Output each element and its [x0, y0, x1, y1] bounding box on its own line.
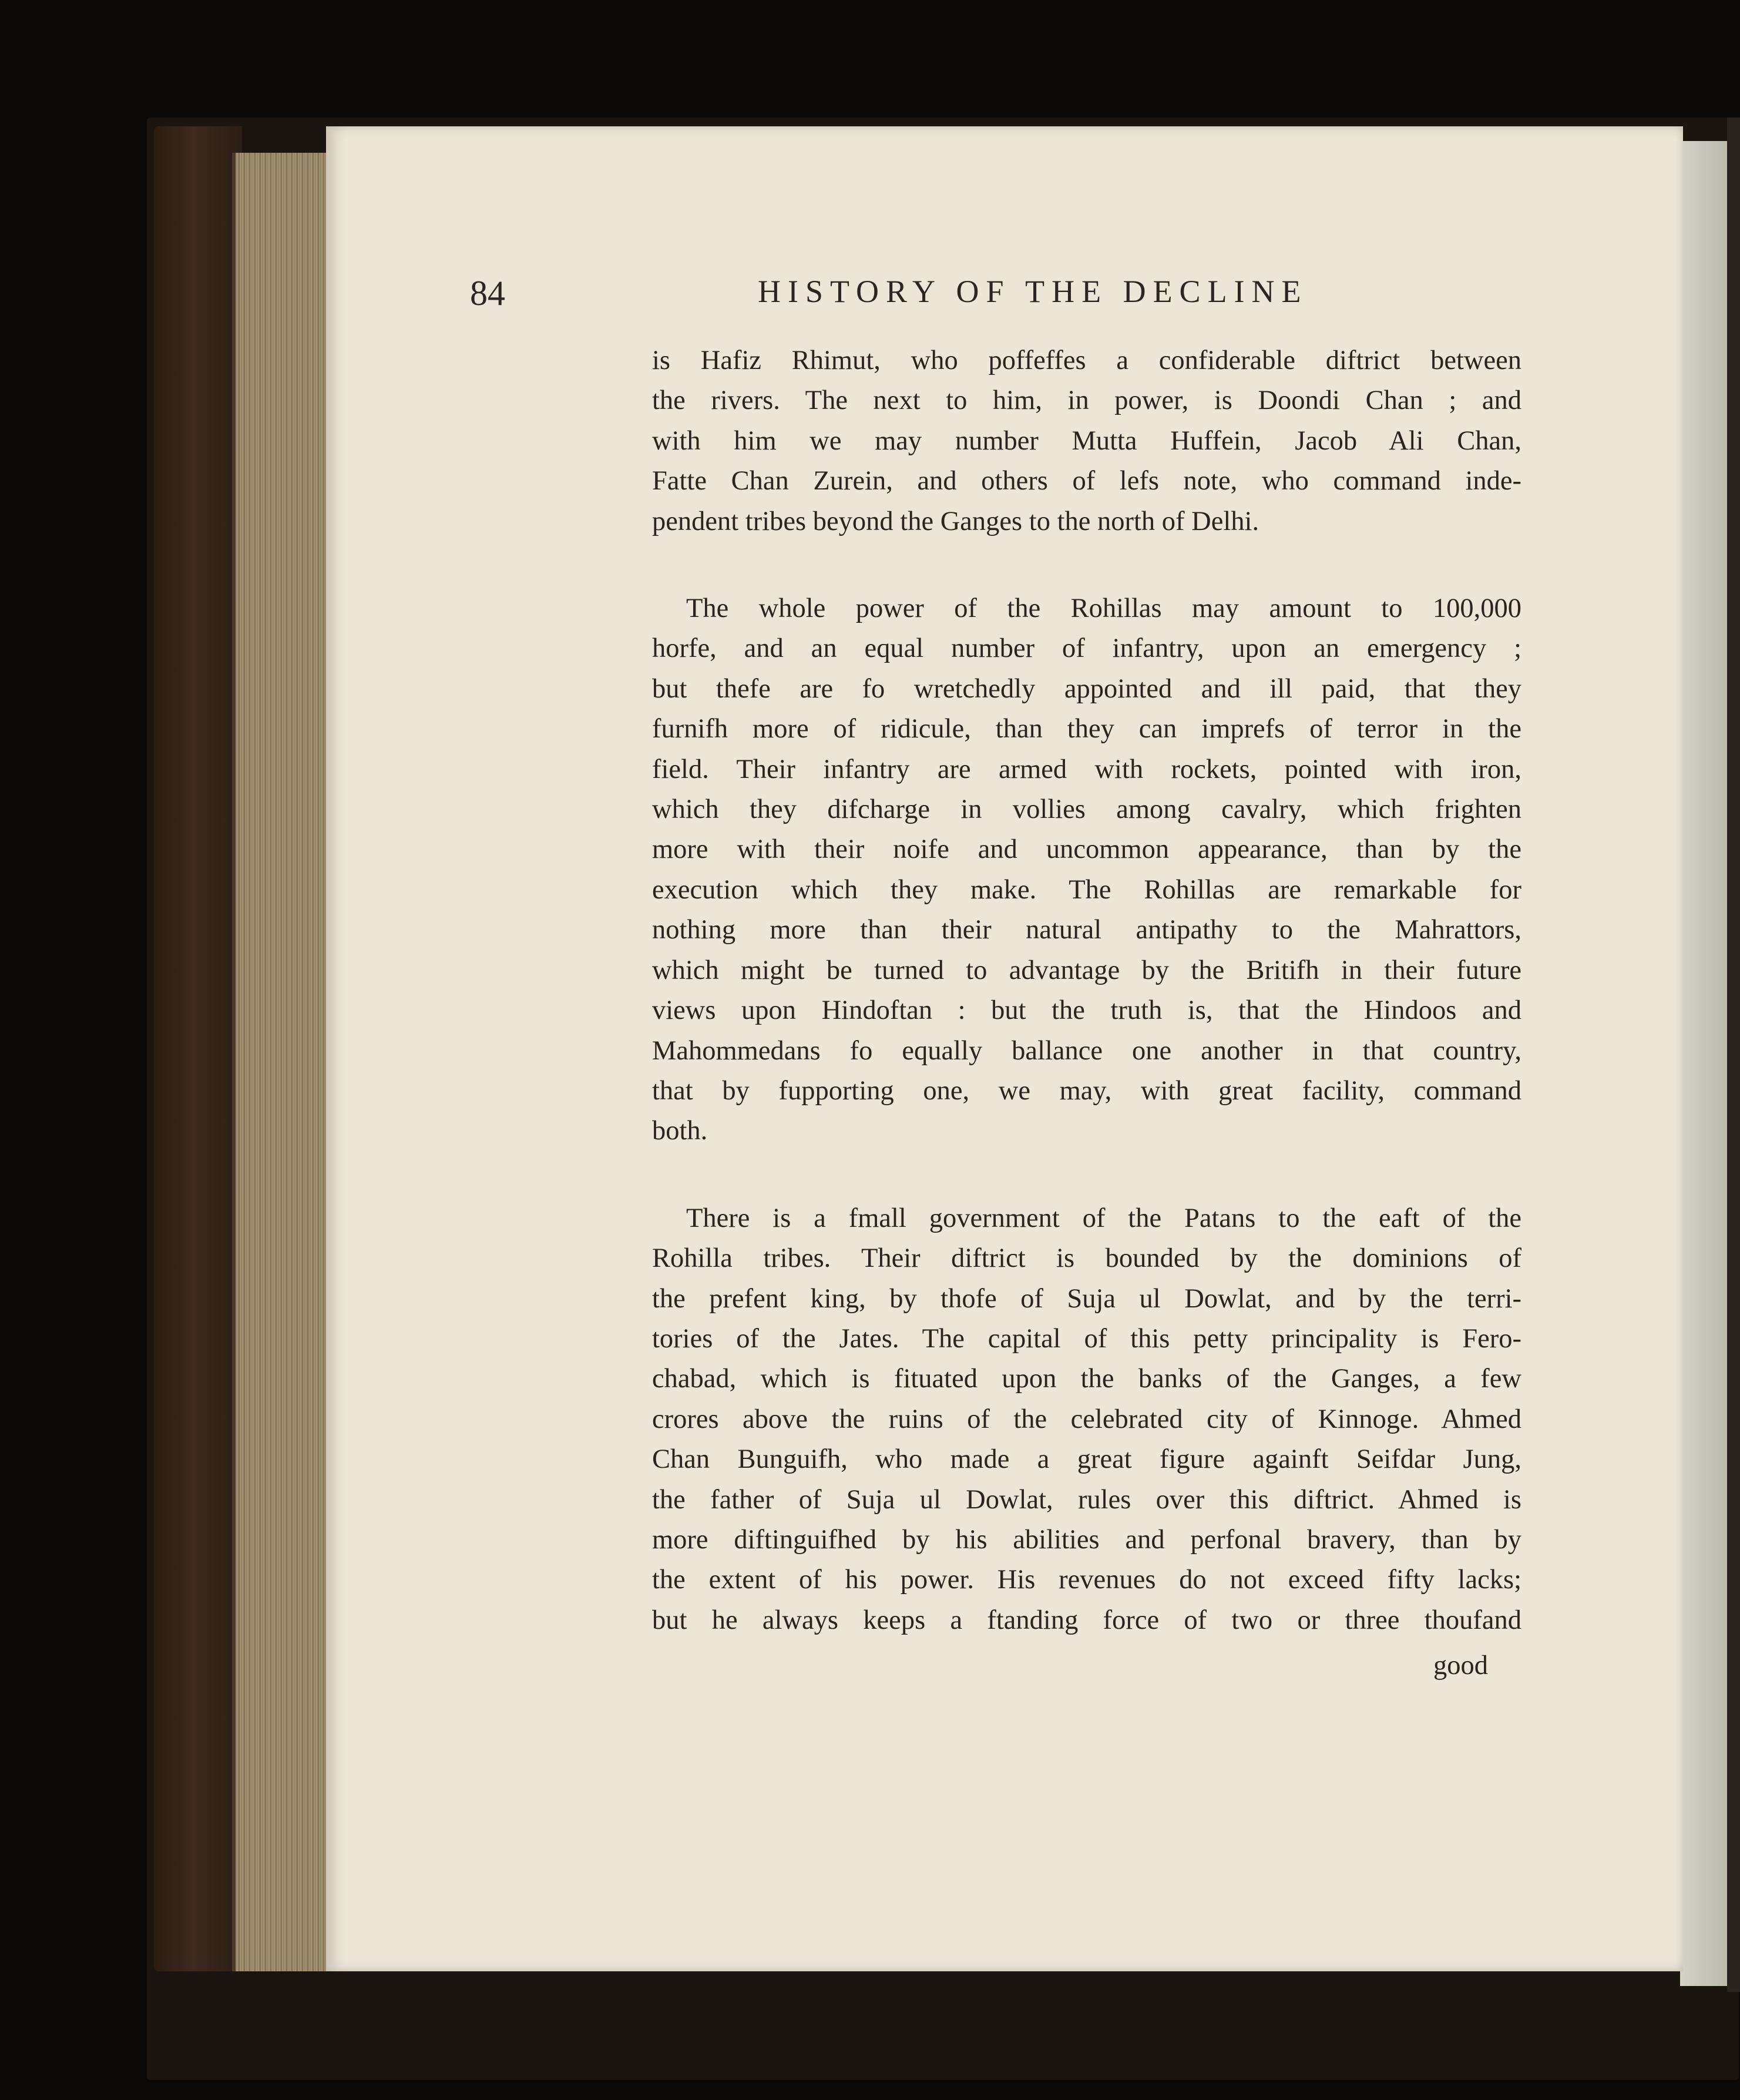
text-line: more diftinguifhed by his abilities and perfonal bravery, than by: [652, 1524, 1521, 1555]
text-line: There is a fmall government of the Patans to the eaft of the: [686, 1203, 1521, 1233]
book-cover-right: [1727, 118, 1740, 1992]
text-line: which they difcharge in vollies among cavalry, which frighten: [652, 794, 1521, 825]
paragraph: [652, 589, 1521, 1152]
running-head: [470, 273, 1680, 320]
text-line: horfe, and an equal number of infantry, upon an emergency ;: [652, 633, 1521, 664]
paragraph: [652, 341, 1521, 542]
text-line: Mahommedans fo equally ballance one another in that country,: [652, 1035, 1521, 1066]
text-line: views upon Hindoftan : but the truth is, that the Hindoos and: [652, 995, 1521, 1026]
text-line: that by fupporting one, we may, with great facility, command: [652, 1075, 1521, 1106]
text-line: but thefe are fo wretchedly appointed and ill paid, that they: [652, 673, 1521, 704]
body-text: [652, 341, 1521, 1641]
text-line: the father of Suja ul Dowlat, rules over this diftrict. Ahmed is: [652, 1484, 1521, 1515]
catchword: good: [1433, 1651, 1488, 1680]
text-line: with him we may number Mutta Huffein, Jacob Ali Chan,: [652, 425, 1521, 456]
text-line: crores above the ruins of the celebrated city of Kinnoge. Ahmed: [652, 1404, 1521, 1434]
running-head-title: HISTORY OF THE DECLINE: [758, 274, 1308, 309]
text-line: is Hafiz Rhimut, who poffeffes a confiderable diftrict between: [652, 345, 1521, 375]
text-line: execution which they make. The Rohillas are remarkable for: [652, 874, 1521, 905]
text-line: Rohilla tribes. Their diftrict is bounded by the dominions of: [652, 1243, 1521, 1274]
text-line: but he always keeps a ftanding force of two or three thoufand: [652, 1605, 1521, 1635]
text-line: field. Their infantry are armed with rockets, pointed with iron,: [652, 754, 1521, 784]
text-line: furnifh more of ridicule, than they can imprefs of terror in the: [652, 714, 1521, 744]
page-number: 84: [470, 274, 505, 313]
text-line: chabad, which is fituated upon the banks of the Ganges, a few: [652, 1364, 1521, 1394]
text-line: both.: [652, 1116, 708, 1146]
book-cover-left: [154, 126, 242, 1971]
text-line: the extent of his power. His revenues do not exceed fifty lacks;: [652, 1565, 1521, 1595]
page-edges-left: [232, 153, 332, 1971]
text-line: the prefent king, by thofe of Suja ul Dowlat, and by the terri-: [652, 1283, 1521, 1314]
text-line: tories of the Jates. The capital of this petty principality is Fero-: [652, 1323, 1521, 1354]
text-line: which might be turned to advantage by the Britifh in their future: [652, 955, 1521, 985]
text-line: the rivers. The next to him, in power, is Doondi Chan ; and: [652, 385, 1521, 416]
text-line: pendent tribes beyond the Ganges to the north of Delhi.: [652, 506, 1259, 536]
paragraph: [652, 1199, 1521, 1641]
text-line: The whole power of the Rohillas may amount to 100,000: [686, 593, 1521, 624]
text-line: Fatte Chan Zurein, and others of lefs note, who command inde-: [652, 466, 1521, 497]
text-line: nothing more than their natural antipathy to the Mahrattors,: [652, 915, 1521, 945]
text-line: Chan Bunguifh, who made a great figure againft Seifdar Jung,: [652, 1444, 1521, 1475]
text-line: more with their noife and uncommon appearance, than by the: [652, 834, 1521, 865]
